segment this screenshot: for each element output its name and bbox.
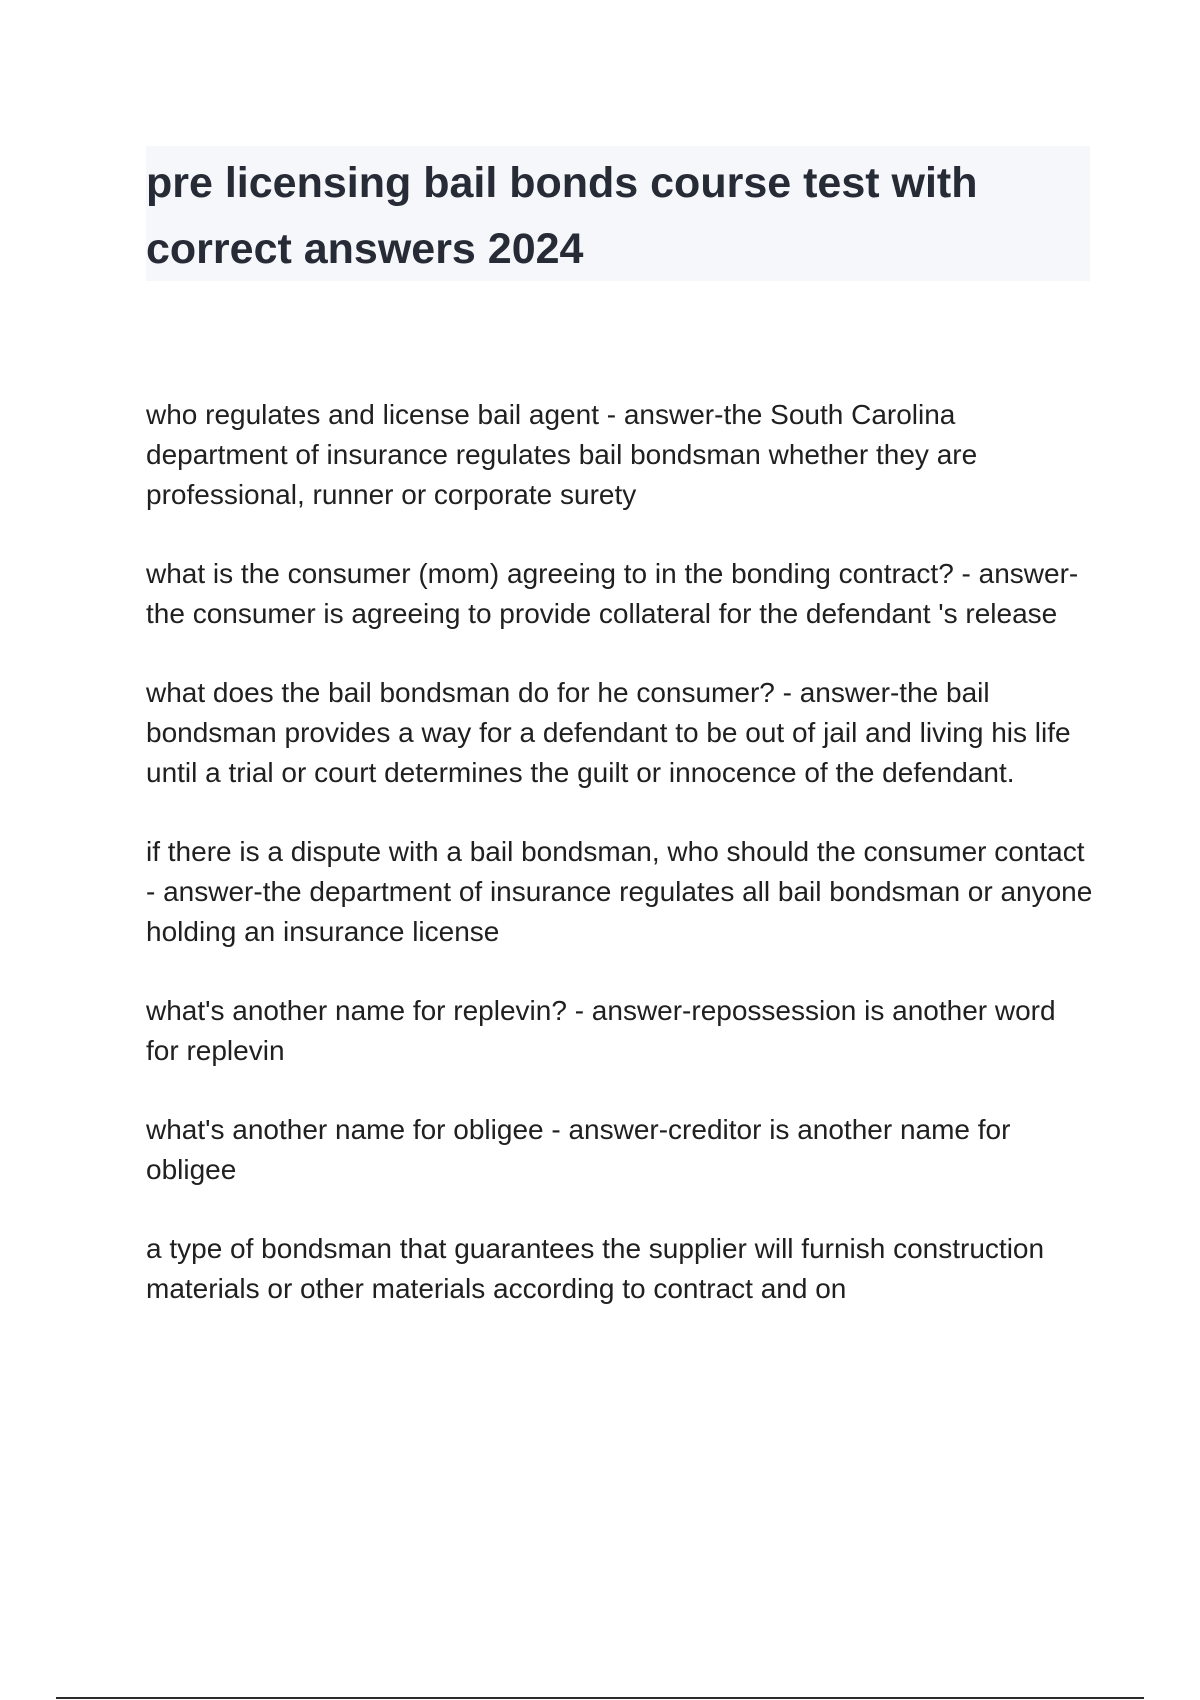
qa-item: what is the consumer (mom) agreeing to in the bonding contract? - answer-the consumer is agreeing to provide collateral for the defendant 's release	[146, 558, 1079, 629]
qa-item: what does the bail bondsman do for he consumer? - answer-the bail bondsman provides a way for a defendant to be out of jail and living his life until a trial or court determines the guilt or innocence of the defendant.	[146, 677, 1071, 788]
qa-item: what's another name for obligee - answer-creditor is another name for obligee	[146, 1114, 1011, 1185]
qa-list	[146, 395, 1096, 1348]
qa-item: if there is a dispute with a bail bondsman, who should the consumer contact - answer-the department of insurance regulates all bail bondsman or anyone holding an insurance license	[146, 836, 1093, 947]
bottom-divider	[56, 1697, 1144, 1699]
page-title: pre licensing bail bonds course test with correct answers 2024	[146, 159, 978, 273]
qa-item: who regulates and license bail agent - answer-the South Carolina department of insurance regulates bail bondsman whether they are professional, runner or corporate surety	[146, 399, 978, 510]
qa-item: what's another name for replevin? - answer-repossession is another word for replevin	[146, 995, 1056, 1066]
qa-item: a type of bondsman that guarantees the supplier will furnish construction materials or other materials according to contract and on	[146, 1233, 1045, 1304]
title-banner	[146, 146, 1090, 281]
